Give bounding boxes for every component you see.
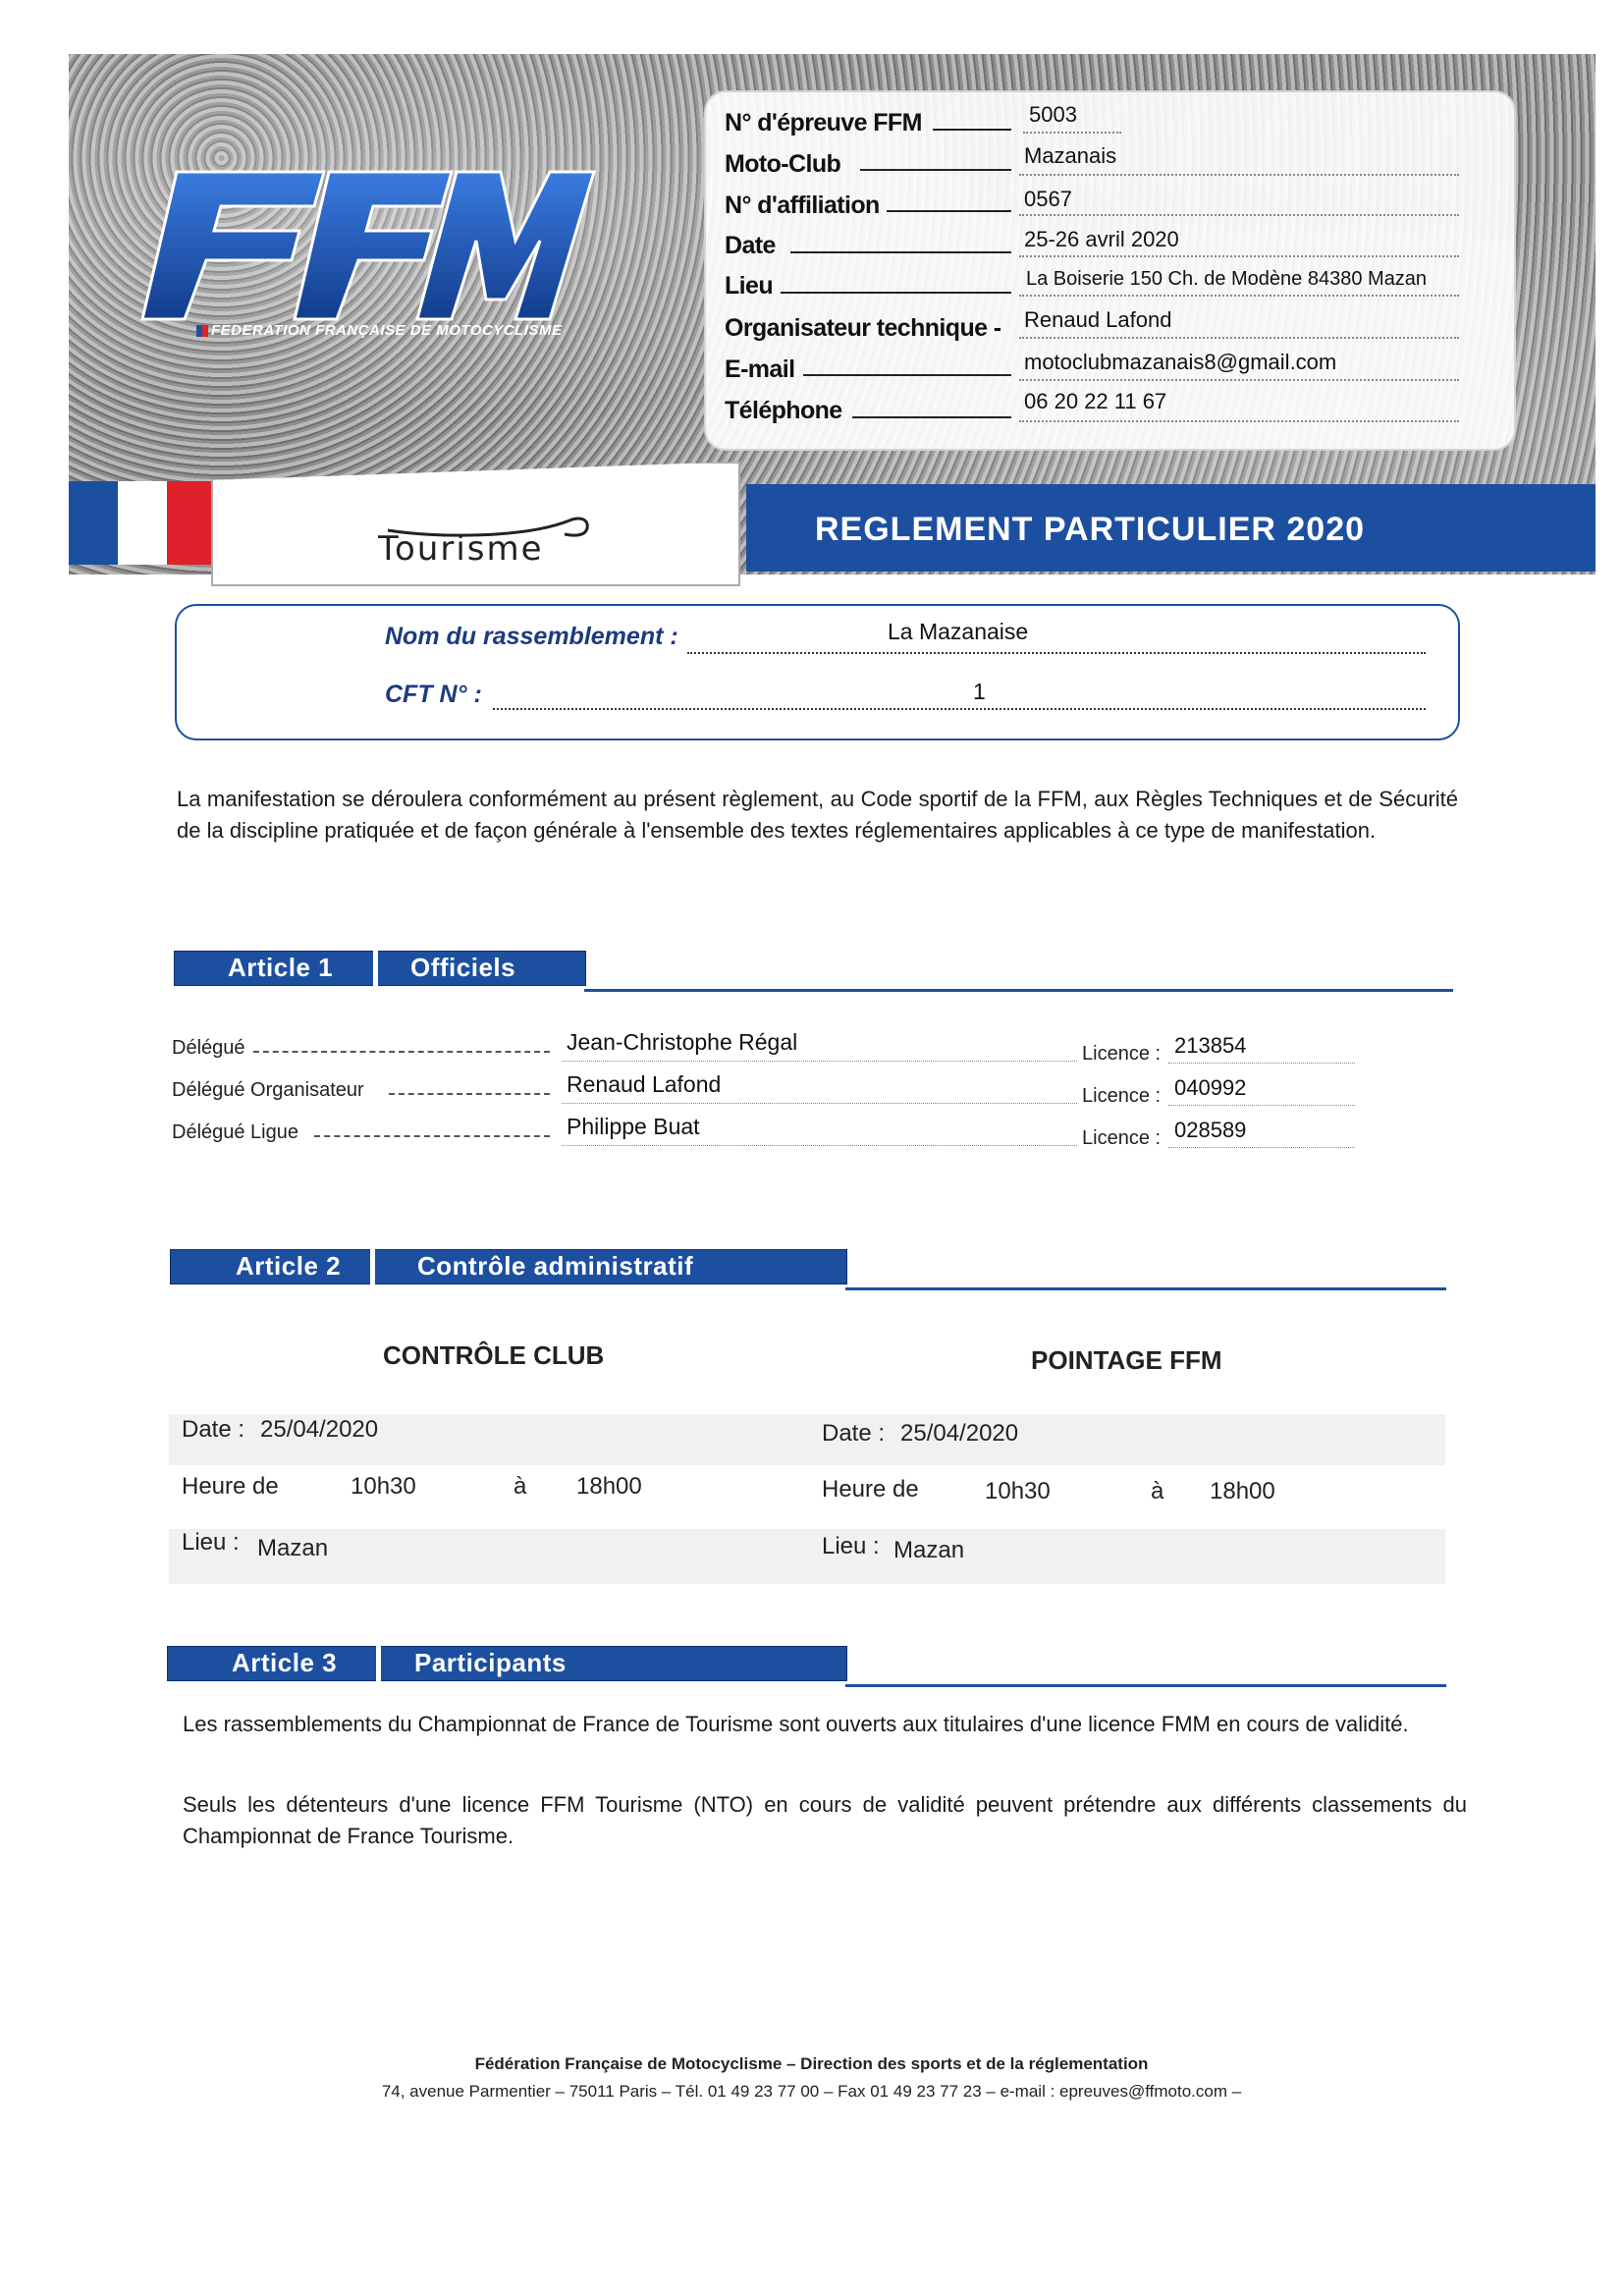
club-heure-label: Heure de <box>182 1473 279 1500</box>
official-role: Délégué Ligue <box>172 1121 298 1143</box>
licence-value: 028589 <box>1174 1118 1247 1142</box>
info-dotline <box>1019 255 1459 257</box>
licence-dots <box>1168 1063 1355 1064</box>
article1-rule <box>584 989 1453 992</box>
pointage-ffm-heading: POINTAGE FFM <box>1031 1345 1222 1375</box>
licence-label: Licence : <box>1082 1085 1162 1107</box>
club-date-label: Date : <box>182 1416 245 1443</box>
official-dots <box>562 1145 1077 1146</box>
official-dashes <box>253 1051 550 1053</box>
article-separator <box>373 948 378 987</box>
article2-title: Contrôle administratif <box>417 1251 694 1281</box>
info-leader <box>803 374 1011 376</box>
document-title: REGLEMENT PARTICULIER 2020 <box>815 511 1366 548</box>
article-separator <box>370 1246 375 1285</box>
club-heure-a: à <box>514 1473 527 1500</box>
article3-title: Participants <box>414 1648 567 1677</box>
licence-label: Licence : <box>1082 1127 1162 1149</box>
article3-number: Article 3 <box>232 1648 338 1677</box>
info-value-affiliation: 0567 <box>1024 187 1072 211</box>
licence-label: Licence : <box>1082 1043 1162 1065</box>
info-leader <box>933 129 1011 131</box>
article-separator <box>376 1643 381 1682</box>
official-dashes <box>314 1135 550 1137</box>
footer-line-1: Fédération Française de Motocyclisme – Direction des sports et de la réglementation <box>474 2054 1149 2073</box>
info-value-date: 25-26 avril 2020 <box>1024 227 1179 251</box>
rassemblement-name-value: La Mazanaise <box>888 619 1029 644</box>
info-label-organisateur: Organisateur technique - <box>725 314 1001 342</box>
article2-rule <box>845 1287 1446 1290</box>
club-heure-from: 10h30 <box>351 1473 416 1500</box>
licence-dots <box>1168 1105 1355 1106</box>
official-dots <box>562 1061 1077 1062</box>
info-label-telephone: Téléphone <box>725 397 842 424</box>
french-flag <box>69 481 216 565</box>
info-leader <box>860 169 1011 171</box>
article3-paragraph-2: Seuls les détenteurs d'une licence FFM Tourisme (NTO) en cours de validité peuvent prétendre aux différents classements du Championnat de France Tourisme. <box>183 1792 1467 1848</box>
info-label-email: E-mail <box>725 355 795 383</box>
article3-rule <box>845 1684 1446 1687</box>
info-value-email: motoclubmazanais8@gmail.com <box>1024 350 1337 374</box>
cft-label: CFT N° : <box>385 681 482 708</box>
ffm-date-label: Date : <box>822 1420 886 1447</box>
flag-mini-icon <box>196 325 208 337</box>
info-value-motoclub: Mazanais <box>1024 143 1117 168</box>
info-leader <box>790 251 1011 253</box>
tourisme-logo <box>378 501 614 565</box>
official-dots <box>562 1103 1077 1104</box>
info-label-lieu: Lieu <box>725 272 773 300</box>
licence-value: 213854 <box>1174 1033 1247 1058</box>
cft-dots <box>493 708 1426 710</box>
info-dotline <box>1019 295 1459 297</box>
controle-row-lieu <box>169 1529 1445 1584</box>
controle-club-heading: CONTRÔLE CLUB <box>383 1340 605 1370</box>
footer-line-2: 74, avenue Parmentier – 75011 Paris – Tél. 01 49 23 77 00 – Fax 01 49 23 77 23 – e-mail : epreuves@ffmoto.com – <box>381 2082 1242 2101</box>
club-date-value: 25/04/2020 <box>260 1416 379 1443</box>
article3-paragraph-1: Les rassemblements du Championnat de France de Tourisme sont ouverts aux titulaires d'une licence FMM en cours de validité. <box>183 1712 1409 1736</box>
ffm-heure-label: Heure de <box>822 1476 919 1503</box>
info-value-organisateur: Renaud Lafond <box>1024 307 1172 332</box>
info-leader <box>852 416 1011 418</box>
article1-number: Article 1 <box>228 953 334 982</box>
official-name: Renaud Lafond <box>567 1071 722 1097</box>
info-leader <box>887 210 1011 212</box>
licence-dots <box>1168 1147 1355 1148</box>
ffm-date-value: 25/04/2020 <box>900 1420 1019 1447</box>
licence-value: 040992 <box>1174 1075 1247 1100</box>
article1-title: Officiels <box>410 953 516 982</box>
official-name: Philippe Buat <box>567 1114 700 1139</box>
info-value-epreuve: 5003 <box>1029 102 1077 127</box>
tourisme-logo-text: Tourisme <box>378 529 544 565</box>
info-leader <box>781 292 1011 294</box>
ffm-heure-from: 10h30 <box>985 1478 1051 1504</box>
cft-value: 1 <box>973 679 986 704</box>
info-dotline <box>1019 420 1459 422</box>
club-heure-to: 18h00 <box>576 1473 642 1500</box>
ffm-heure-a: à <box>1151 1478 1164 1504</box>
info-value-telephone: 06 20 22 11 67 <box>1024 389 1167 413</box>
ffm-logo-subtitle: FEDERATION FRANÇAISE DE MOTOCYCLISME <box>211 322 563 339</box>
ffm-lieu-label: Lieu : <box>822 1533 880 1559</box>
official-name: Jean-Christophe Régal <box>567 1029 798 1055</box>
club-lieu-value: Mazan <box>257 1535 329 1561</box>
club-lieu-label: Lieu : <box>182 1529 240 1556</box>
info-dotline <box>1023 132 1121 134</box>
ffm-heure-to: 18h00 <box>1210 1478 1275 1504</box>
rassemblement-name-dots <box>687 652 1426 654</box>
info-label-date: Date <box>725 232 776 259</box>
info-dotline <box>1019 379 1459 381</box>
intro-paragraph: La manifestation se déroulera conformément au présent règlement, au Code sportif de la FFM, aux Règles Techniques et de Sécurité de la discipline pratiquée et de façon générale à l'ensemble des textes réglementaires applicables à ce type de manifestation. <box>177 787 1458 843</box>
rassemblement-name-label: Nom du rassemblement : <box>385 623 678 650</box>
ffm-lieu-value: Mazan <box>893 1537 965 1563</box>
info-dotline <box>1019 214 1459 216</box>
info-label-motoclub: Moto-Club <box>725 150 841 178</box>
info-label-epreuve: N° d'épreuve FFM <box>725 109 922 137</box>
rassemblement-box <box>175 604 1460 740</box>
official-dashes <box>389 1093 550 1095</box>
info-dotline <box>1019 337 1459 339</box>
info-label-affiliation: N° d'affiliation <box>725 191 880 219</box>
article2-number: Article 2 <box>236 1251 342 1281</box>
official-role: Délégué Organisateur <box>172 1079 364 1101</box>
official-role: Délégué <box>172 1037 245 1059</box>
info-dotline <box>1019 174 1459 176</box>
info-value-lieu: La Boiserie 150 Ch. de Modène 84380 Mazan <box>1026 268 1428 290</box>
